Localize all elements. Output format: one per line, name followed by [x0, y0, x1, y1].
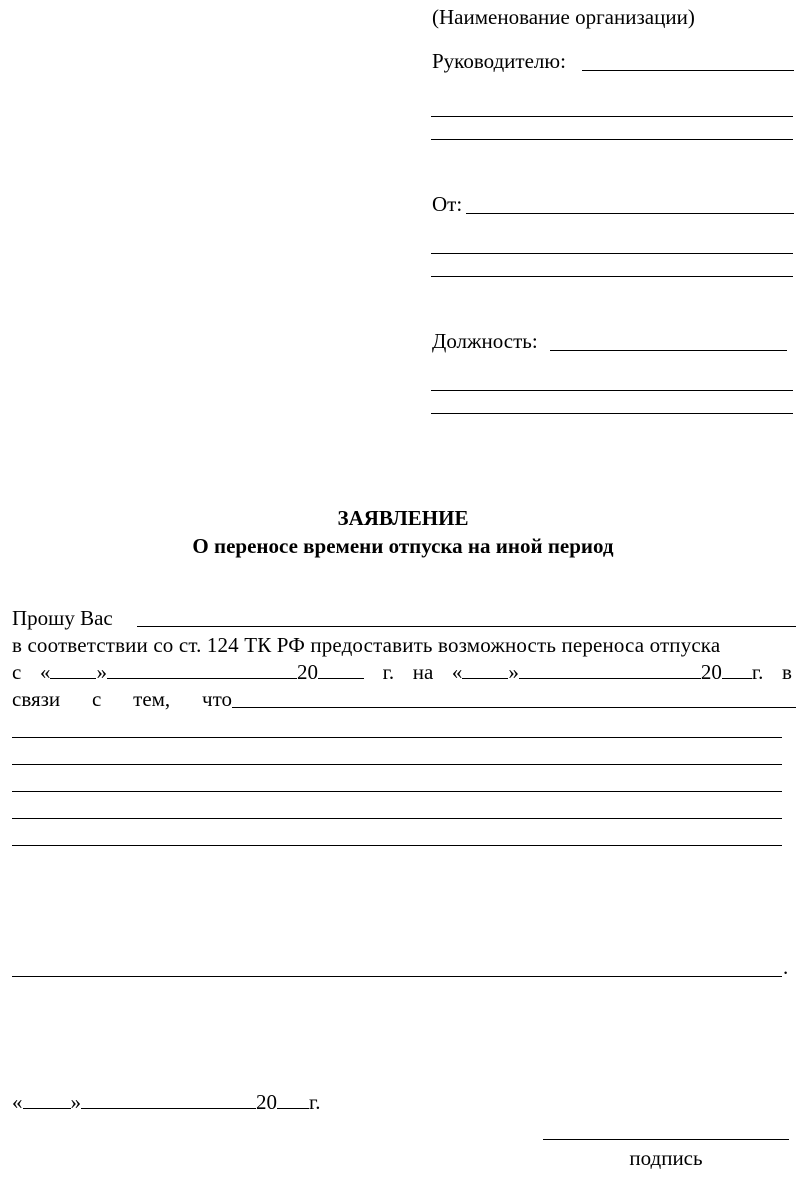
position-field-line-3[interactable] — [431, 413, 793, 414]
date-from-year-field[interactable] — [318, 660, 364, 679]
date-to-quote-close: » — [508, 660, 519, 684]
date-to-group — [452, 660, 764, 684]
request-prefix: Прошу Вас — [12, 606, 113, 630]
from-field-line[interactable] — [466, 213, 794, 214]
reason-field-line-5[interactable] — [12, 818, 782, 819]
date-from-prefix: с — [12, 660, 22, 684]
in-word: в — [782, 660, 792, 684]
footer-quote-close: » — [70, 1090, 81, 1114]
date-from-group — [40, 660, 364, 684]
final-field-line[interactable] — [12, 976, 782, 977]
footer-year-suffix: г. — [309, 1090, 321, 1114]
legal-basis-text: в соответствии со ст. 124 ТК РФ предоставить возможность переноса отпуска — [12, 633, 721, 657]
footer-date — [12, 1090, 321, 1114]
date-to-quote-open: « — [451, 660, 463, 684]
reason-word: с — [91, 687, 102, 711]
reason-word: связи — [12, 687, 61, 711]
reason-field-line-4[interactable] — [12, 791, 782, 792]
position-label: Должность: — [432, 329, 538, 353]
organization-name: (Наименование организации) — [432, 5, 695, 29]
date-from-month-field[interactable] — [107, 660, 297, 679]
footer-year-prefix: 20 — [256, 1090, 277, 1114]
document-subtitle: О переносе времени отпуска на иной период — [192, 534, 614, 558]
to-field-line[interactable] — [582, 70, 794, 71]
date-to-word: на — [412, 660, 434, 684]
reason-word: что — [202, 687, 232, 711]
date-to-year-field[interactable] — [722, 660, 752, 679]
date-to-day-field[interactable] — [462, 660, 508, 679]
signature-field-line[interactable] — [543, 1139, 789, 1140]
from-label: От: — [432, 192, 463, 216]
from-field-line-3[interactable] — [431, 276, 793, 277]
date-row — [12, 660, 792, 684]
reason-field-line-2[interactable] — [12, 737, 782, 738]
position-field-line-2[interactable] — [431, 390, 793, 391]
date-from-quote-close: » — [96, 660, 107, 684]
footer-day-field[interactable] — [23, 1090, 71, 1109]
date-from-year-prefix: 20 — [296, 660, 318, 684]
footer-month-field[interactable] — [81, 1090, 256, 1109]
date-from-year-suffix: г. — [382, 660, 395, 684]
to-field-line-3[interactable] — [431, 139, 793, 140]
date-to-month-field[interactable] — [519, 660, 701, 679]
from-field-line-2[interactable] — [431, 253, 793, 254]
reason-field-line[interactable] — [232, 707, 796, 708]
request-field-line[interactable] — [137, 626, 796, 627]
reason-field-line-6[interactable] — [12, 845, 782, 846]
date-to-year-prefix: 20 — [700, 660, 722, 684]
signature-label: подпись — [629, 1146, 703, 1170]
position-field-line[interactable] — [550, 350, 787, 351]
to-label: Руководителю: — [432, 49, 566, 73]
date-to-year-suffix: г. — [751, 660, 764, 684]
reason-word: тем, — [133, 687, 171, 711]
final-period: . — [783, 955, 789, 979]
document-title: ЗАЯВЛЕНИЕ — [337, 506, 469, 530]
reason-field-line-3[interactable] — [12, 764, 782, 765]
date-from-quote-open: « — [39, 660, 51, 684]
to-field-line-2[interactable] — [431, 116, 793, 117]
reason-prefix — [12, 687, 232, 711]
footer-year-field[interactable] — [277, 1090, 309, 1109]
footer-quote-open: « — [12, 1090, 23, 1114]
date-from-day-field[interactable] — [50, 660, 96, 679]
